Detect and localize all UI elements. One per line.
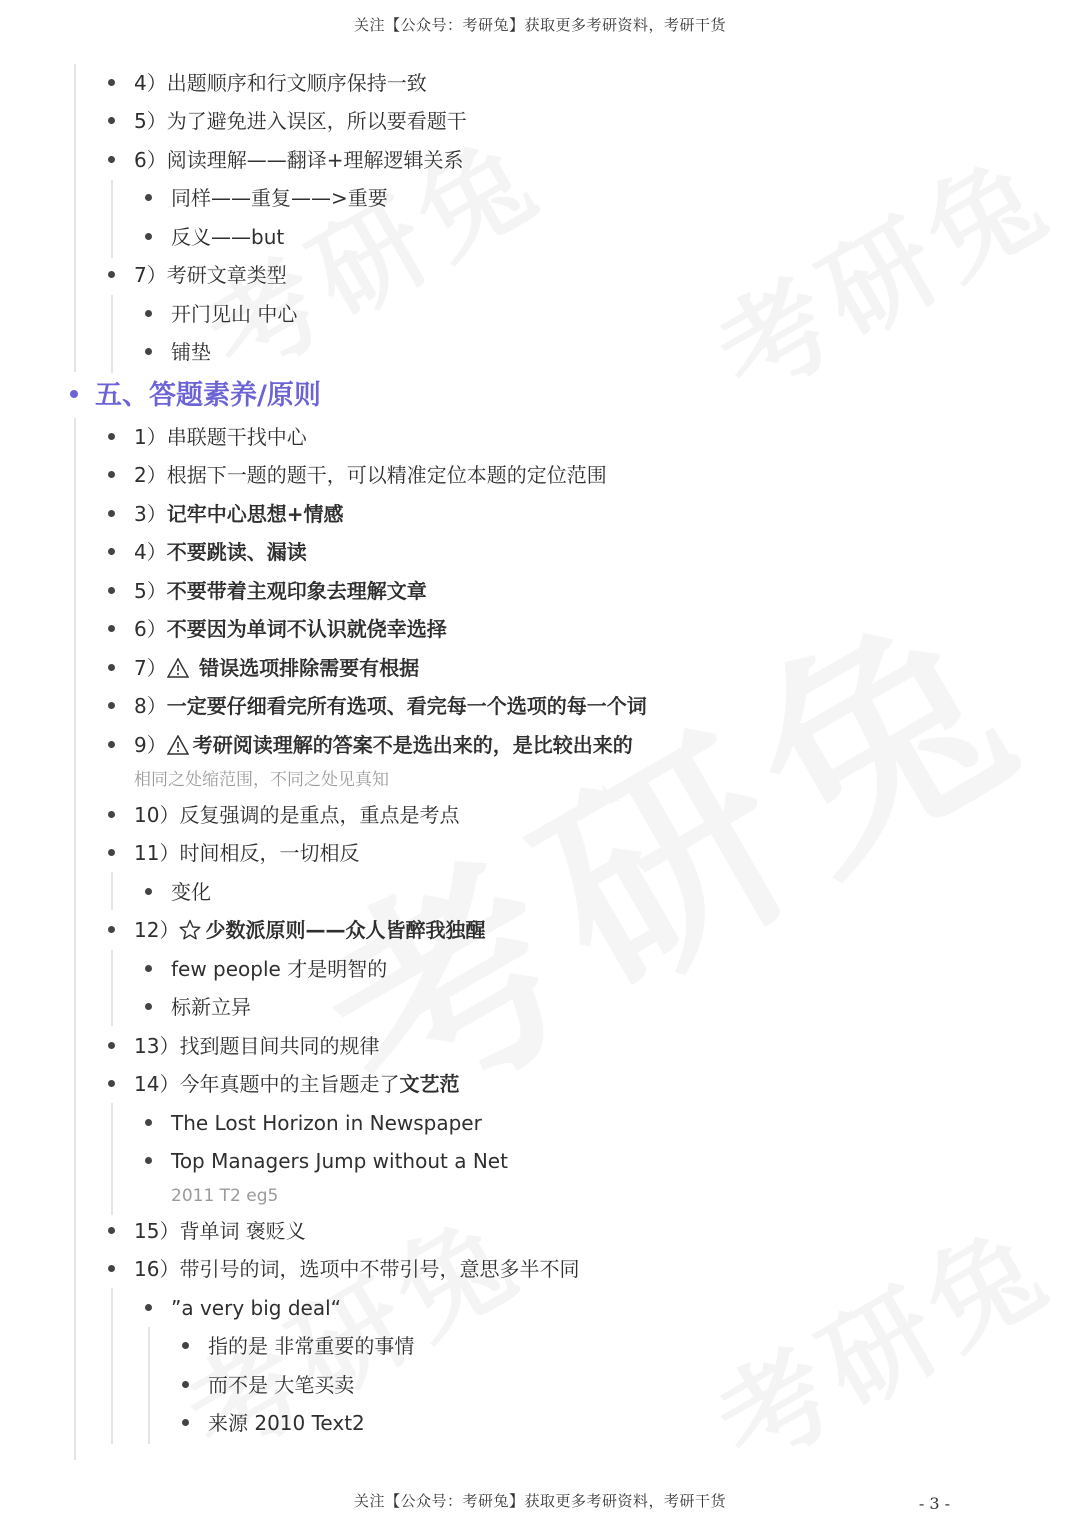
warning-icon [167,649,189,687]
page-header: 关注【公众号：考研兔】获取更多考研资料，考研干货 [353,16,726,34]
section-heading: 五、答题素养/原则 [70,376,321,416]
note-text: 2011 T2 eg5 [171,1186,279,1206]
bullet-icon [108,510,115,517]
list-item: 铺垫 [145,333,211,371]
outline-guide-line [111,180,113,258]
bullet-icon [145,348,152,355]
bullet-icon [108,156,115,163]
bullet-icon [182,1381,189,1388]
bullet-icon [108,117,115,124]
bullet-icon [108,702,115,709]
outline-guide-line [111,1288,113,1444]
list-item: 4）出题顺序和行文顺序保持一致 [108,64,427,102]
bullet-icon [145,1304,152,1311]
watermark [685,1181,1076,1498]
bullet-icon [108,471,115,478]
list-item: 2）根据下一题的题干，可以精准定位本题的定位范围 [108,456,607,494]
list-item: 8）一定要仔细看完所有选项、看完每一个选项的每一个词 [108,687,647,725]
bullet-icon [145,888,152,895]
list-item: 变化 [145,873,211,911]
list-item: 7）考研文章类型 [108,256,287,294]
list-item: 4）不要跳读、漏读 [108,533,307,571]
bullet-icon [108,625,115,632]
watermark [685,111,1076,428]
bullet-icon [108,664,115,671]
list-item: 13）找到题目间共同的规律 [108,1027,379,1065]
bullet-icon [145,965,152,972]
page-footer: 关注【公众号：考研兔】获取更多考研资料，考研干货 [353,1492,726,1510]
outline-guide-line [111,295,113,373]
bullet-icon [182,1419,189,1426]
bullet-icon [182,1342,189,1349]
bullet-icon [145,1003,152,1010]
bullet-icon [108,926,115,933]
warning-icon [167,726,189,764]
list-item: 反义——but [145,218,284,256]
list-item: 6）阅读理解——翻译+理解逻辑关系 [108,141,463,179]
list-item: 16）带引号的词，选项中不带引号，意思多半不同 [108,1250,579,1288]
bullet-icon [145,233,152,240]
outline-guide-line [111,872,113,910]
bullet-icon [70,390,78,398]
list-item: ”a very big deal“ [145,1289,341,1327]
list-item: 14）今年真题中的主旨题走了文艺范 [108,1065,459,1103]
list-item: 开门见山 中心 [145,295,297,333]
list-item: 12） 少数派原则——众人皆醉我独醒 [108,911,485,949]
list-item: 1）串联题干找中心 [108,418,307,456]
list-item: 而不是 大笔买卖 [182,1366,354,1404]
bullet-icon [108,271,115,278]
bullet-icon [108,1265,115,1272]
bullet-icon [108,849,115,856]
list-item: 指的是 非常重要的事情 [182,1327,414,1365]
bullet-icon [145,1157,152,1164]
bullet-icon [145,194,152,201]
outline-guide-line [111,1103,113,1215]
page-number: - 3 - [918,1494,950,1513]
bullet-icon [108,741,115,748]
outline-guide-line [74,418,76,1460]
list-item: The Lost Horizon in Newspaper [145,1104,482,1142]
note-text: 相同之处缩范围，不同之处见真知 [134,770,389,790]
list-item: 10）反复强调的是重点，重点是考点 [108,796,459,834]
list-item: 9） 考研阅读理解的答案不是选出来的，是比较出来的 [108,726,633,764]
list-item: Top Managers Jump without a Net [145,1142,508,1180]
list-item: 同样——重复——>重要 [145,179,388,217]
list-item: 5）不要带着主观印象去理解文章 [108,572,427,610]
list-item: 7） 错误选项排除需要有根据 [108,649,419,687]
list-item: few people 才是明智的 [145,950,387,988]
list-item: 3）记牢中心思想+情感 [108,495,344,533]
outline-guide-line [74,64,76,372]
list-item: 来源 2010 Text2 [182,1404,365,1442]
bullet-icon [108,1042,115,1049]
list-item: 6）不要因为单词不认识就侥幸选择 [108,610,447,648]
list-item: 11）时间相反，一切相反 [108,834,359,872]
bullet-icon [145,1119,152,1126]
bullet-icon [108,1227,115,1234]
bullet-icon [108,587,115,594]
list-item: 5）为了避免进入误区，所以要看题干 [108,102,467,140]
bullet-icon [108,811,115,818]
bullet-icon [108,548,115,555]
bullet-icon [108,1080,115,1087]
list-item: 15）背单词 褒贬义 [108,1212,306,1250]
outline-guide-line [111,950,113,1026]
outline-guide-line [148,1327,150,1444]
bullet-icon [108,79,115,86]
star-icon [179,911,201,949]
bullet-icon [145,310,152,317]
list-item: 标新立异 [145,988,251,1026]
bullet-icon [108,433,115,440]
